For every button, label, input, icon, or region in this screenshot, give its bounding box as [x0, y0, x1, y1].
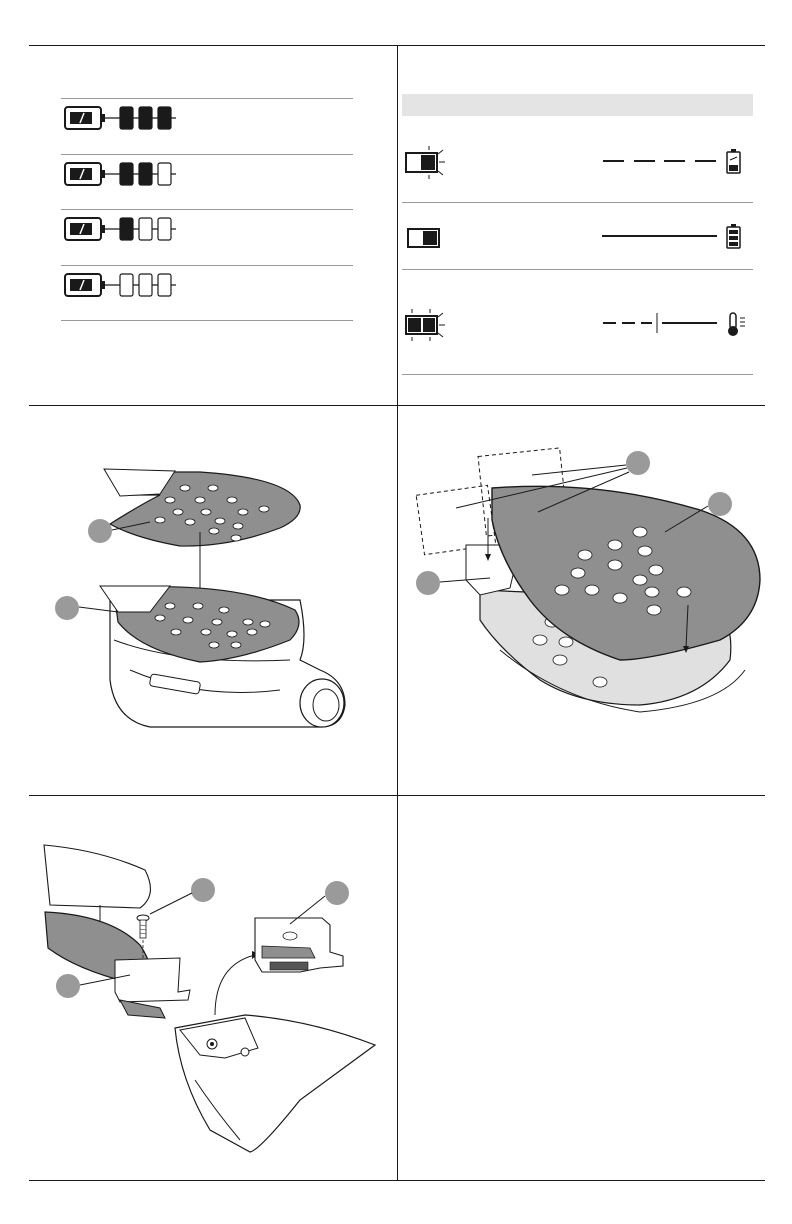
finger-attachment-illustration — [0, 0, 400, 1200]
callout-circle — [626, 451, 650, 475]
replacement-pad — [255, 918, 343, 972]
callout-circle — [708, 492, 732, 516]
callout-circle — [191, 878, 215, 902]
callout-circle — [325, 881, 349, 905]
callout-circle — [56, 974, 80, 998]
screw-icon — [137, 915, 149, 938]
callout-circle — [416, 571, 440, 595]
